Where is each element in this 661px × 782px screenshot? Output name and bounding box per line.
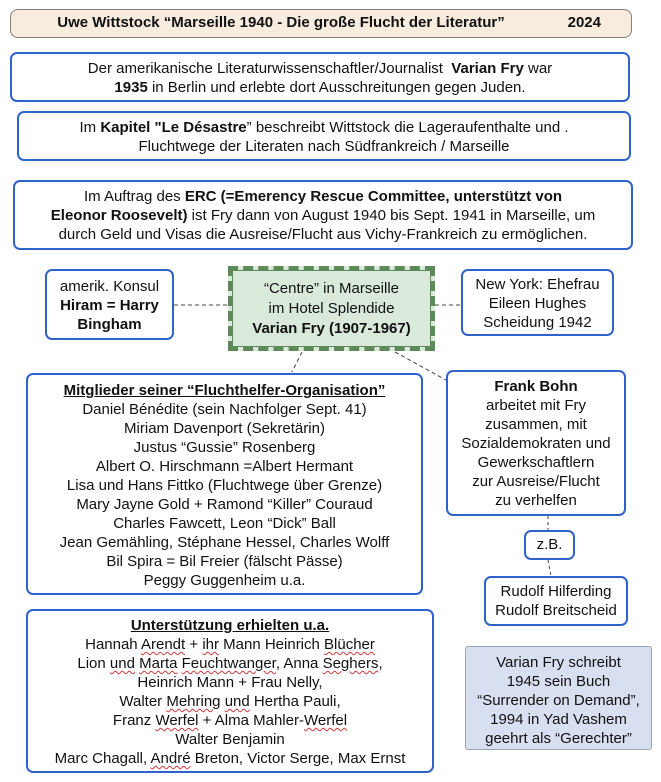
erc-line-2: Eleonor Roosevelt) ist Fry dann von August 1940 bis Sept. 1941 in Marseille, um bbox=[50, 207, 596, 224]
box-frank-bohn bbox=[446, 370, 626, 516]
kapitel-line-2: Fluchtwege der Literaten nach Südfrankreich / Marseille bbox=[138, 138, 510, 155]
support-line-1: Hannah Arendt + ihr Mann Heinrich Blücher bbox=[85, 636, 375, 653]
title-year: 2024 bbox=[567, 14, 601, 31]
member-item: Bil Spira = Bil Freier (fälscht Pässe) bbox=[106, 553, 343, 570]
support-line-7: Marc Chagall, André Breton, Victor Serge, Max Ernst bbox=[54, 750, 406, 767]
center-line-3: Varian Fry (1907-1967) bbox=[252, 320, 411, 337]
box-newyork bbox=[461, 269, 614, 336]
konsul-line-2: Hiram = Harry bbox=[60, 297, 159, 314]
gray-line-2: 1945 sein Buch bbox=[506, 673, 611, 690]
support-heading: Unterstützung erhielten u.a. bbox=[130, 617, 330, 634]
title-text: Uwe Wittstock “Marseille 1940 - Die große Flucht der Literatur” bbox=[57, 14, 505, 31]
bohn-heading: Frank Bohn bbox=[494, 378, 578, 395]
bohn-item: arbeitet mit Fry bbox=[485, 397, 587, 414]
member-item: Mary Jayne Gold + Ramond “Killer” Couraud bbox=[76, 496, 373, 513]
kapitel-line-1: Im Kapitel "Le Désastre” beschreibt Wittstock die Lageraufenthalte und . bbox=[79, 119, 569, 136]
member-item: Jean Gemähling, Stéphane Hessel, Charles Wolff bbox=[59, 534, 390, 551]
fry-intro-line-2: 1935 in Berlin und erlebte dort Ausschreitungen gegen Juden. bbox=[114, 79, 526, 96]
newyork-line-1: New York: Ehefrau bbox=[475, 276, 600, 293]
member-item: Daniel Bénédite (sein Nachfolger Sept. 41) bbox=[82, 401, 367, 418]
konsul-line-1: amerik. Konsul bbox=[59, 278, 160, 295]
support-line-5: Franz Werfel + Alma Mahler-Werfel bbox=[112, 712, 348, 729]
bohn-item: Sozialdemokraten und bbox=[461, 435, 611, 452]
box-support bbox=[26, 609, 434, 773]
member-item: Albert O. Hirschmann =Albert Hermant bbox=[95, 458, 354, 475]
box-konsul bbox=[45, 269, 174, 340]
support-line-4: Walter Mehring und Hertha Pauli, bbox=[119, 693, 341, 710]
support-line-6: Walter Benjamin bbox=[175, 731, 285, 748]
hilferding-line-1: Rudolf Hilferding bbox=[500, 583, 612, 600]
erc-line-3: durch Geld und Visas die Ausreise/Flucht aus Vichy-Frankreich zu ermöglichen. bbox=[58, 226, 588, 243]
connector-zb-hilferding bbox=[548, 560, 551, 576]
title-bar bbox=[10, 9, 632, 38]
box-varian-fry-intro bbox=[10, 52, 630, 102]
center-box-splendide bbox=[228, 266, 435, 351]
gray-line-3: “Surrender on Demand”, bbox=[477, 692, 640, 709]
newyork-line-3: Scheidung 1942 bbox=[483, 314, 592, 331]
box-kapitel bbox=[17, 111, 631, 161]
connector-center-members bbox=[292, 352, 302, 372]
box-erc bbox=[13, 180, 633, 250]
members-heading: Mitglieder seiner “Fluchthelfer-Organisation” bbox=[63, 382, 386, 399]
newyork-line-2: Eileen Hughes bbox=[488, 295, 587, 312]
box-zb bbox=[524, 530, 575, 560]
support-line-3: Heinrich Mann + Frau Nelly, bbox=[137, 674, 323, 691]
member-item: Lisa und Hans Fittko (Fluchtwege über Grenze) bbox=[66, 477, 383, 494]
gray-line-5: geehrt als “Gerechter” bbox=[485, 730, 632, 747]
center-line-1: “Centre” in Marseille bbox=[263, 280, 400, 297]
box-hilferding bbox=[484, 576, 628, 626]
gray-line-4: 1994 in Yad Vashem bbox=[490, 711, 627, 728]
member-item: Miriam Davenport (Sekretärin) bbox=[124, 420, 325, 437]
box-surrender-on-demand bbox=[465, 646, 652, 750]
erc-line-1: Im Auftrag des ERC (=Emerency Rescue Committee, unterstützt von bbox=[83, 188, 563, 205]
box-members bbox=[26, 373, 423, 595]
member-item: Charles Fawcett, Leon “Dick” Ball bbox=[113, 515, 336, 532]
bohn-item: zusammen, mit bbox=[485, 416, 587, 433]
hilferding-line-2: Rudolf Breitscheid bbox=[495, 602, 617, 619]
konsul-line-3: Bingham bbox=[77, 316, 142, 333]
center-line-2: im Hotel Splendide bbox=[268, 300, 395, 317]
bohn-item: zur Ausreise/Flucht bbox=[472, 473, 600, 490]
member-item: Peggy Guggenheim u.a. bbox=[143, 572, 306, 589]
bohn-item: Gewerkschaftlern bbox=[477, 454, 595, 471]
gray-line-1: Varian Fry schreibt bbox=[496, 654, 621, 671]
fry-intro-line-1: Der amerikanische Literaturwissenschaftler/Journalist Varian Fry war bbox=[87, 60, 553, 77]
member-item: Justus “Gussie” Rosenberg bbox=[133, 439, 316, 456]
bohn-item: zu verhelfen bbox=[495, 492, 577, 509]
zb-text: z.B. bbox=[536, 536, 563, 553]
support-line-2: Lion und Marta Feuchtwanger, Anna Seghers, bbox=[77, 655, 383, 672]
